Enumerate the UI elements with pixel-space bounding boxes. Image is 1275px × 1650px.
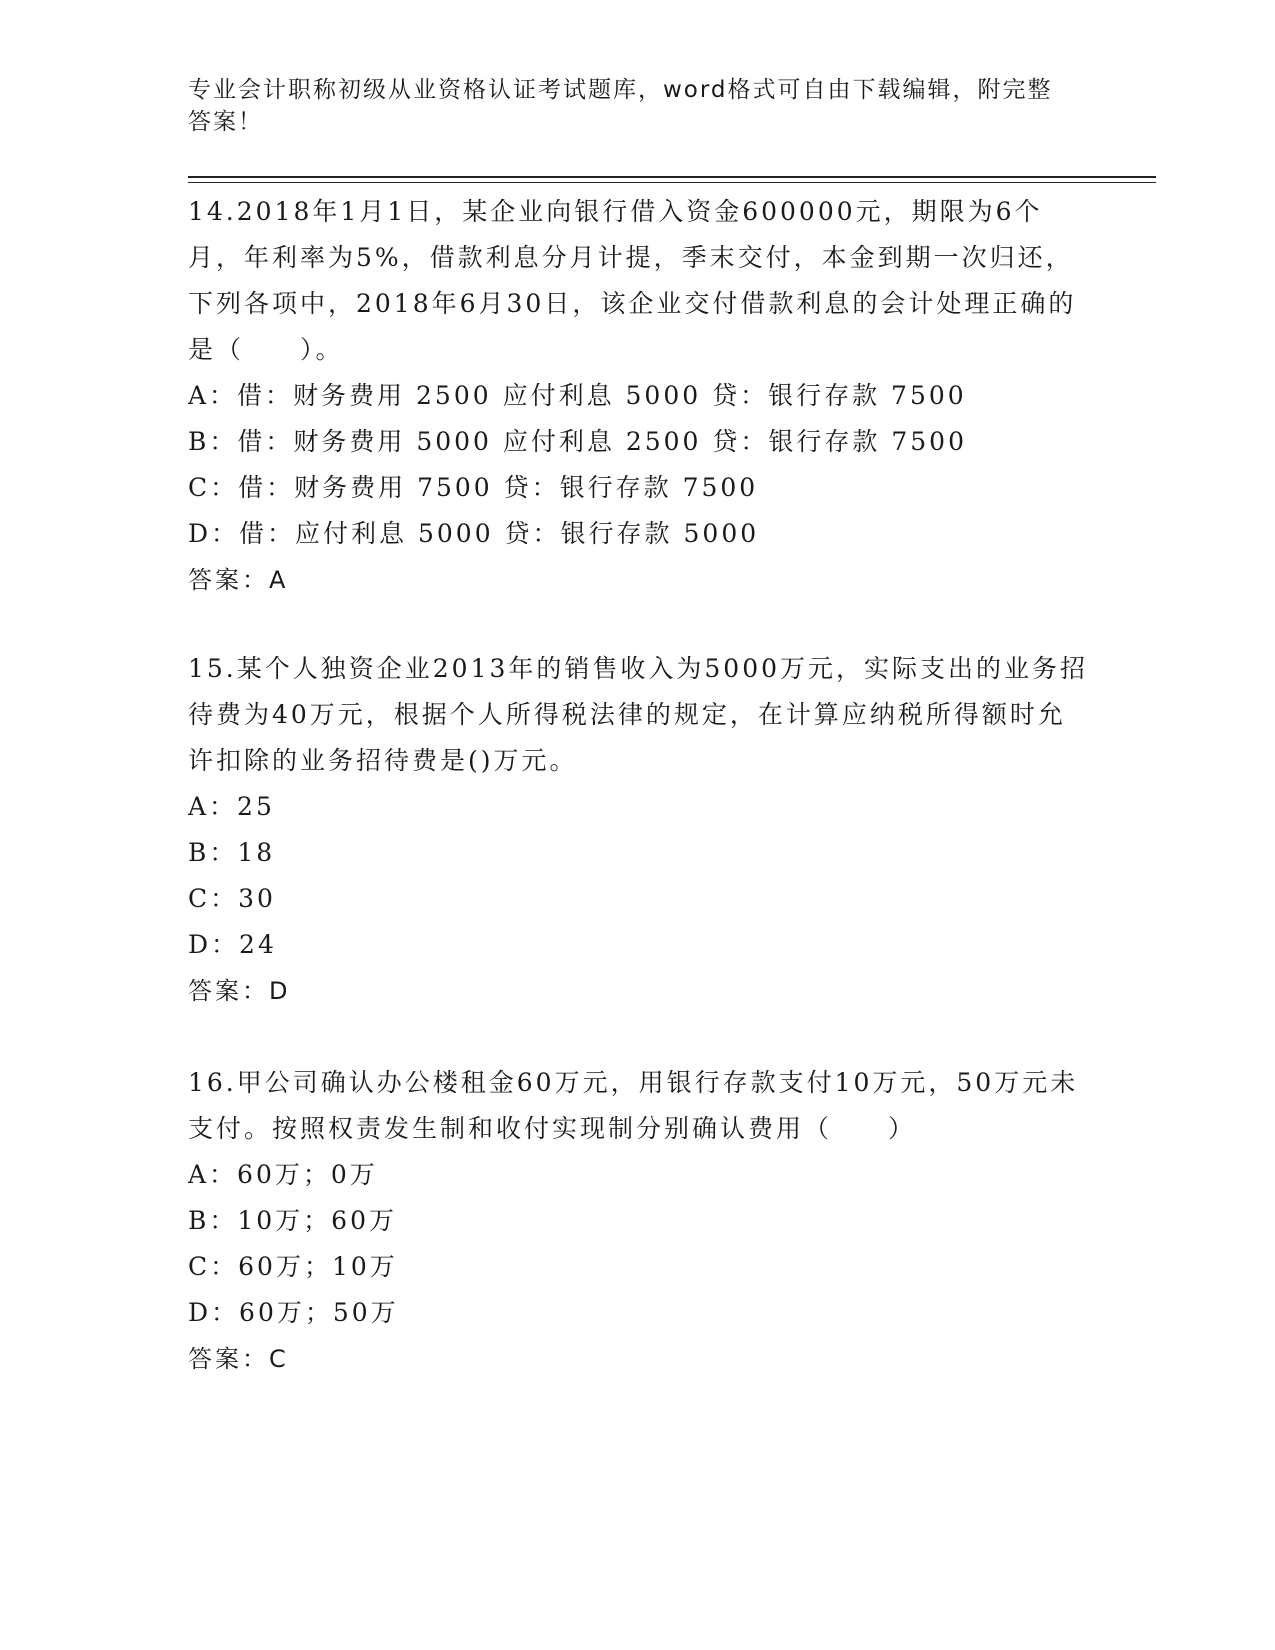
header-divider-thin	[188, 182, 1156, 183]
option-d: D：24	[188, 930, 277, 959]
option-d: D：60万；50万	[188, 1298, 399, 1327]
option-a: A：借：财务费用 2500 应付利息 5000 贷：银行存款 7500	[188, 381, 967, 410]
option-c: C：60万；10万	[188, 1252, 398, 1281]
answer: 答案：A	[188, 566, 289, 594]
question-stem: 14.2018年1月1日，某企业向银行借入资金600000元，期限为6个月，年利率为5%，借款利息分月计提，季末交付，本金到期一次归还，下列各项中，2018年6月30日，该企业交付借款利息的会计处理正确的是（ ）。	[188, 197, 1077, 364]
option-b: B：借：财务费用 5000 应付利息 2500 贷：银行存款 7500	[188, 427, 967, 456]
option-b: B：18	[188, 838, 276, 867]
option-b: B：10万；60万	[188, 1206, 397, 1235]
question-stem: 15.某个人独资企业2013年的销售收入为5000万元，实际支出的业务招待费为40万元，根据个人所得税法律的规定，在计算应纳税所得额时允许扣除的业务招待费是()万元。	[188, 654, 1089, 775]
answer: 答案：D	[188, 977, 291, 1005]
option-c: C：借：财务费用 7500 贷：银行存款 7500	[188, 473, 759, 502]
document-header: 专业会计职称初级从业资格认证考试题库，word格式可自由下载编辑，附完整答案！	[188, 77, 1053, 135]
header-divider	[188, 176, 1156, 178]
option-c: C：30	[188, 884, 276, 913]
answer: 答案：C	[188, 1345, 289, 1373]
question-stem: 16.甲公司确认办公楼租金60万元，用银行存款支付10万元，50万元未支付。按照权责发生制和收付实现制分别确认费用（ ）	[188, 1068, 1079, 1143]
option-a: A：25	[188, 792, 275, 821]
option-a: A：60万；0万	[188, 1160, 378, 1189]
question-15	[188, 646, 1088, 1014]
option-d: D：借：应付利息 5000 贷：银行存款 5000	[188, 519, 760, 548]
question-16	[188, 1060, 1088, 1382]
question-14	[188, 189, 1088, 603]
